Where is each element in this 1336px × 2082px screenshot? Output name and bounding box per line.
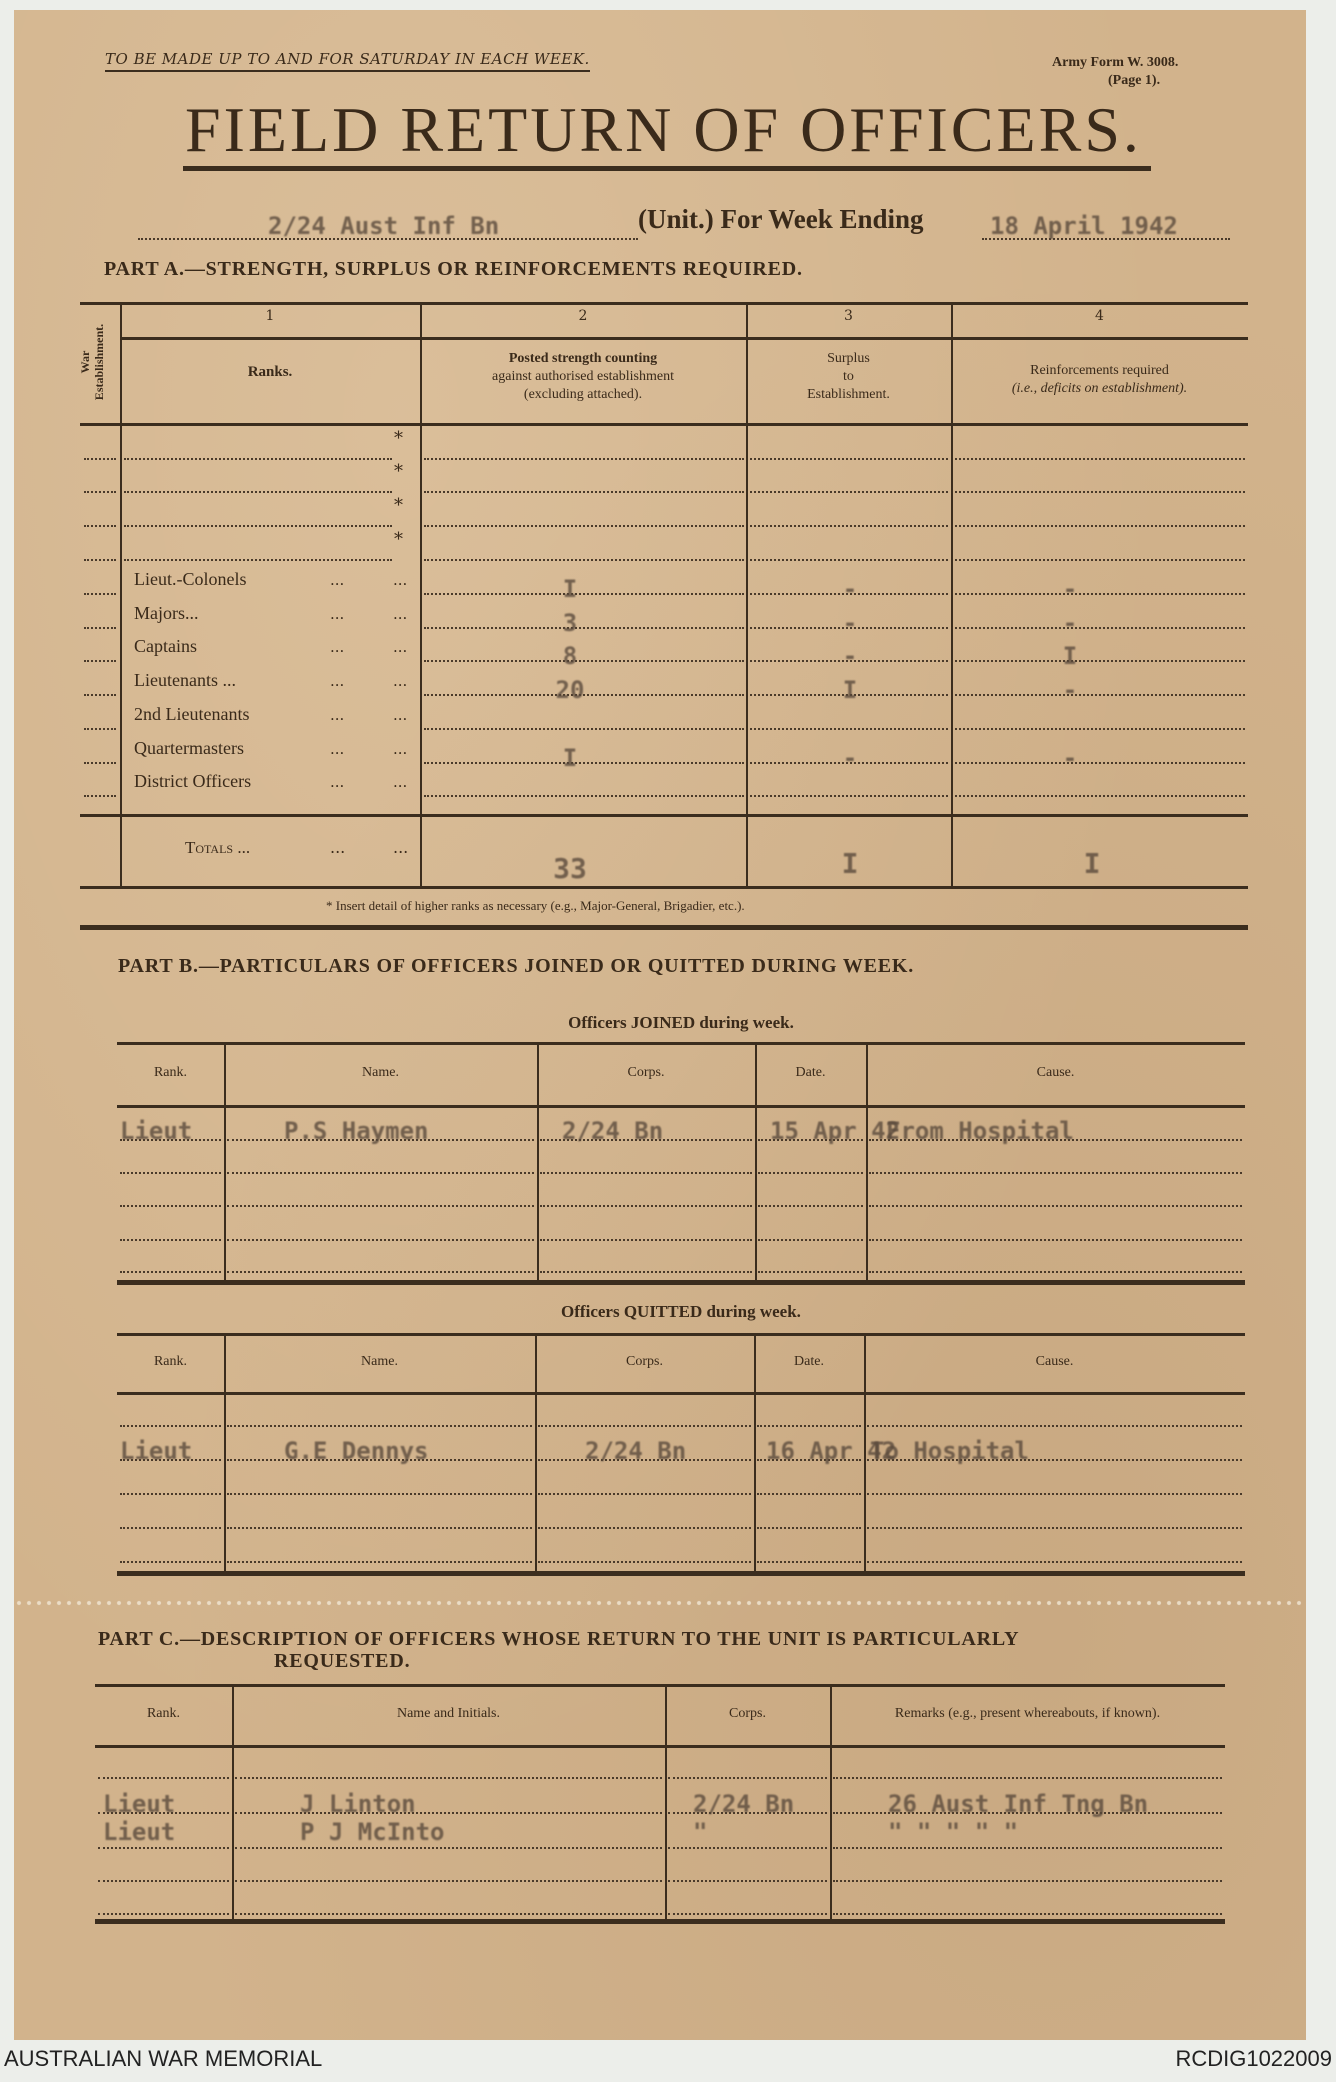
unit-value: 2/24 Aust Inf Bn	[268, 212, 500, 240]
entry-dotted-line	[227, 1271, 534, 1273]
total-reinforcements: I	[1083, 847, 1101, 880]
reinforcements-value: -	[1062, 744, 1078, 772]
rank-label: Lieutenants ...	[134, 670, 236, 690]
totals-leader-2: ...	[393, 838, 409, 857]
col-number-1: 1	[265, 308, 275, 324]
totals-leader-1: ...	[330, 838, 346, 857]
reinforcements-dotted-line	[955, 491, 1245, 493]
war-est-dotted-line	[84, 593, 116, 595]
war-label: War	[78, 350, 92, 374]
column-header: Rank.	[146, 1706, 181, 1721]
rank-leader: ...	[393, 773, 408, 791]
rank-leader: ...	[330, 740, 345, 758]
asterisk-mark: *	[394, 428, 403, 449]
surplus-dotted-line	[750, 728, 948, 730]
footer-record-id: RCDIG1022009	[1175, 2046, 1332, 2071]
entry-dotted-line	[869, 1239, 1242, 1241]
posted-dotted-line	[424, 728, 744, 730]
rank-leader: ...	[330, 571, 345, 589]
entry-dotted-line	[227, 1425, 532, 1427]
entry-dotted-line	[758, 1172, 863, 1174]
war-est-dotted-line	[84, 559, 116, 561]
totals-label: Totals ...	[185, 838, 251, 857]
entry-dotted-line	[757, 1425, 861, 1427]
entry-name: P.S Haymen	[284, 1117, 429, 1145]
entry-name: J Linton	[300, 1790, 416, 1818]
table-header-rule	[117, 1392, 1245, 1395]
entry-dotted-line	[235, 1847, 662, 1849]
entry-rank: Lieut	[103, 1790, 176, 1818]
page-title: FIELD RETURN OF OFFICERS.	[185, 94, 1142, 165]
entry-dotted-line	[833, 1777, 1222, 1779]
entry-corps: 2/24 Bn	[693, 1790, 795, 1818]
surplus-dotted-line	[750, 525, 948, 527]
entry-dotted-line	[538, 1493, 751, 1495]
surplus-value: -	[842, 744, 858, 772]
entry-corps: 2/24 Bn	[585, 1437, 687, 1465]
entry-rank: Lieut	[103, 1818, 176, 1846]
entry-corps: "	[693, 1818, 708, 1846]
entry-dotted-line	[757, 1561, 861, 1563]
posted-line-1: Posted strength counting	[508, 351, 658, 366]
entry-dotted-line	[98, 1847, 229, 1849]
rank-label: District Officers	[134, 771, 252, 791]
rank-label: Lieut.-Colonels	[134, 569, 247, 589]
entry-date: 15 Apr 42	[770, 1117, 901, 1145]
rank-label: Captains	[134, 636, 197, 656]
entry-dotted-line	[758, 1205, 863, 1207]
entry-dotted-line	[120, 1205, 221, 1207]
joined-title: Officers JOINED during week.	[568, 1013, 794, 1032]
part-c-heading-line-1: PART C.—DESCRIPTION OF OFFICERS WHOSE RETURN TO THE UNIT IS PARTICULARLY	[98, 1628, 1020, 1650]
rank-leader: ...	[393, 740, 408, 758]
entry-dotted-line	[867, 1527, 1242, 1529]
week-ending-value: 18 April 1942	[990, 212, 1178, 240]
table-bottom-rule	[117, 1571, 1245, 1576]
entry-remarks: " " " " "	[888, 1818, 1019, 1846]
entry-dotted-line	[758, 1271, 863, 1273]
rank-label: Quartermasters	[134, 738, 244, 758]
table-header-rule	[95, 1745, 1225, 1748]
column-header: Corps.	[627, 1065, 665, 1080]
entry-dotted-line	[869, 1205, 1242, 1207]
header-reinforcements	[951, 362, 1248, 398]
entry-dotted-line	[227, 1493, 532, 1495]
table-bottom-rule	[95, 1919, 1225, 1924]
part-a-heading: PART A.—STRENGTH, SURPLUS OR REINFORCEMENTS REQUIRED.	[104, 258, 803, 280]
posted-dotted-line	[424, 525, 744, 527]
footer-institution: AUSTRALIAN WAR MEMORIAL	[4, 2046, 323, 2071]
surplus-dotted-line	[750, 795, 948, 797]
entry-dotted-line	[120, 1493, 221, 1495]
entry-dotted-line	[120, 1239, 221, 1241]
entry-dotted-line	[227, 1561, 532, 1563]
posted-dotted-line	[424, 491, 744, 493]
posted-value: I	[562, 575, 578, 603]
war-est-dotted-line	[84, 728, 116, 730]
part-b-heading: PART B.—PARTICULARS OF OFFICERS JOINED OR QUITTED DURING WEEK.	[118, 955, 915, 977]
reinforcements-dotted-line	[955, 795, 1245, 797]
column-header: Rank.	[153, 1065, 188, 1080]
rank-dotted-line	[124, 559, 392, 561]
war-est-dotted-line	[84, 525, 116, 527]
rank-leader: ...	[393, 605, 408, 623]
entry-dotted-line	[867, 1561, 1242, 1563]
column-header: Name.	[362, 1065, 399, 1080]
entry-rank: Lieut	[120, 1117, 193, 1145]
col-number-3: 3	[844, 308, 853, 324]
posted-dotted-line	[424, 458, 744, 460]
surplus-value: I	[842, 676, 858, 704]
entry-dotted-line	[120, 1425, 221, 1427]
war-est-dotted-line	[84, 694, 116, 696]
war-est-dotted-line	[84, 458, 116, 460]
entry-dotted-line	[833, 1913, 1222, 1915]
entry-dotted-line	[757, 1527, 861, 1529]
entry-dotted-line	[98, 1777, 229, 1779]
posted-dotted-line	[424, 559, 744, 561]
entry-dotted-line	[668, 1847, 827, 1849]
reinforcements-value: -	[1062, 609, 1078, 637]
entry-dotted-line	[538, 1425, 751, 1427]
rank-leader: ...	[393, 706, 408, 724]
entry-dotted-line	[235, 1880, 662, 1882]
posted-line-2: against authorised establishment	[492, 369, 674, 384]
col-number-4: 4	[1095, 308, 1104, 324]
surplus-line-3: Establishment.	[807, 387, 890, 402]
table-top-rule	[95, 1684, 1225, 1687]
establishment-label: Establishment.	[92, 323, 106, 401]
entry-dotted-line	[757, 1493, 861, 1495]
entry-dotted-line	[869, 1172, 1242, 1174]
reinforcements-line-2: (i.e., deficits on establishment).	[1011, 381, 1188, 396]
entry-dotted-line	[235, 1913, 662, 1915]
reinforcements-line-1: Reinforcements required	[1030, 363, 1169, 378]
table-bottom-rule	[117, 1280, 1245, 1285]
entry-corps: 2/24 Bn	[562, 1117, 664, 1145]
entry-dotted-line	[833, 1880, 1222, 1882]
reinforcements-dotted-line	[955, 458, 1245, 460]
column-header: Cause.	[1035, 1354, 1074, 1369]
posted-value: 20	[555, 676, 585, 704]
war-est-dotted-line	[84, 491, 116, 493]
entry-dotted-line	[538, 1561, 751, 1563]
entry-dotted-line	[120, 1271, 221, 1273]
rank-leader: ...	[393, 672, 408, 690]
header-surplus	[746, 350, 951, 404]
war-est-dotted-line	[84, 795, 116, 797]
surplus-dotted-line	[750, 458, 948, 460]
part-a-separator	[80, 925, 1248, 930]
rank-leader: ...	[330, 706, 345, 724]
surplus-value: -	[842, 642, 858, 670]
rank-label: Majors...	[134, 603, 199, 623]
entry-dotted-line	[120, 1172, 221, 1174]
entry-dotted-line	[235, 1777, 662, 1779]
column-header: Corps.	[729, 1706, 766, 1721]
table-top-rule	[117, 1333, 1245, 1336]
asterisk-mark: *	[394, 461, 403, 482]
surplus-line-2: to	[843, 369, 854, 384]
war-est-dotted-line	[84, 627, 116, 629]
entry-name: P J McInto	[300, 1818, 445, 1846]
entry-cause: From Hospital	[886, 1117, 1074, 1145]
surplus-dotted-line	[750, 491, 948, 493]
rank-label: 2nd Lieutenants	[134, 704, 250, 724]
entry-dotted-line	[120, 1561, 221, 1563]
rank-leader: ...	[330, 605, 345, 623]
rank-leader: ...	[330, 638, 345, 656]
column-header: Name and Initials.	[396, 1706, 501, 1721]
total-posted: 33	[553, 852, 587, 885]
entry-dotted-line	[540, 1239, 752, 1241]
entry-remarks: 26 Aust Inf Tng Bn	[888, 1790, 1149, 1818]
entry-dotted-line	[668, 1913, 827, 1915]
header-posted-strength	[420, 350, 746, 404]
title-underline	[183, 166, 1151, 171]
reinforcements-value: -	[1062, 575, 1078, 603]
form-page: (Page 1).	[1108, 73, 1161, 88]
quitted-title: Officers QUITTED during week.	[561, 1302, 801, 1321]
entry-dotted-line	[98, 1880, 229, 1882]
entry-dotted-line	[668, 1777, 827, 1779]
header-ranks: Ranks.	[247, 364, 293, 380]
table-header-rule	[117, 1105, 1245, 1108]
entry-cause: To Hospital	[870, 1437, 1029, 1465]
entry-dotted-line	[120, 1527, 221, 1529]
entry-date: 16 Apr 42	[766, 1437, 897, 1465]
column-header: Remarks (e.g., present whereabouts, if known).	[894, 1706, 1161, 1721]
rank-dotted-line	[124, 458, 392, 460]
column-header: Corps.	[626, 1354, 663, 1369]
entry-name: G.E Dennys	[284, 1437, 429, 1465]
entry-dotted-line	[227, 1239, 534, 1241]
entry-dotted-line	[869, 1271, 1242, 1273]
reinforcements-dotted-line	[955, 559, 1245, 561]
part-a-footnote: * Insert detail of higher ranks as necessary (e.g., Major-General, Brigadier, etc.).	[326, 898, 745, 913]
entry-dotted-line	[867, 1425, 1242, 1427]
posted-line-3: (excluding attached).	[523, 387, 643, 402]
asterisk-mark: *	[394, 529, 403, 550]
total-surplus: I	[841, 847, 859, 880]
entry-dotted-line	[98, 1913, 229, 1915]
surplus-dotted-line	[750, 559, 948, 561]
entry-dotted-line	[227, 1527, 532, 1529]
column-header: Rank.	[153, 1354, 188, 1369]
table-top-rule	[117, 1042, 1245, 1045]
rank-leader: ...	[393, 638, 408, 656]
entry-dotted-line	[758, 1239, 863, 1241]
reinforcements-dotted-line	[955, 525, 1245, 527]
unit-label: (Unit.) For Week Ending	[638, 204, 924, 234]
top-instruction: TO BE MADE UP TO AND FOR SATURDAY IN EACH WEEK.	[105, 50, 590, 72]
column-header: Date.	[795, 1065, 826, 1080]
column-header: Cause.	[1036, 1065, 1075, 1080]
reinforcements-value: I	[1062, 642, 1078, 670]
rank-leader: ...	[393, 571, 408, 589]
war-est-dotted-line	[84, 660, 116, 662]
war-establishment-label	[78, 307, 106, 417]
surplus-value: -	[842, 575, 858, 603]
asterisk-mark: *	[394, 495, 403, 516]
reinforcements-dotted-line	[955, 728, 1245, 730]
entry-dotted-line	[227, 1205, 534, 1207]
war-est-dotted-line	[84, 762, 116, 764]
rank-dotted-line	[124, 491, 392, 493]
rank-leader: ...	[330, 672, 345, 690]
posted-value: I	[562, 744, 578, 772]
posted-value: 3	[562, 609, 578, 637]
entry-dotted-line	[227, 1172, 534, 1174]
entry-dotted-line	[833, 1847, 1222, 1849]
entry-dotted-line	[540, 1205, 752, 1207]
form-number: Army Form W. 3008.	[1052, 55, 1179, 70]
column-header: Name.	[361, 1354, 398, 1369]
perforation-line	[14, 1600, 1306, 1606]
surplus-line-1: Surplus	[827, 351, 870, 366]
entry-dotted-line	[540, 1172, 752, 1174]
rank-dotted-line	[124, 525, 392, 527]
entry-dotted-line	[538, 1527, 751, 1529]
posted-value: 8	[562, 642, 578, 670]
reinforcements-value: -	[1062, 676, 1078, 704]
entry-dotted-line	[867, 1493, 1242, 1495]
entry-rank: Lieut	[120, 1437, 193, 1465]
posted-dotted-line	[424, 795, 744, 797]
entry-dotted-line	[668, 1880, 827, 1882]
part-c-heading-line-2: REQUESTED.	[274, 1650, 411, 1672]
rank-leader: ...	[330, 773, 345, 791]
entry-dotted-line	[540, 1271, 752, 1273]
col-number-2: 2	[578, 308, 588, 324]
column-header: Date.	[794, 1354, 824, 1369]
surplus-value: -	[842, 609, 858, 637]
